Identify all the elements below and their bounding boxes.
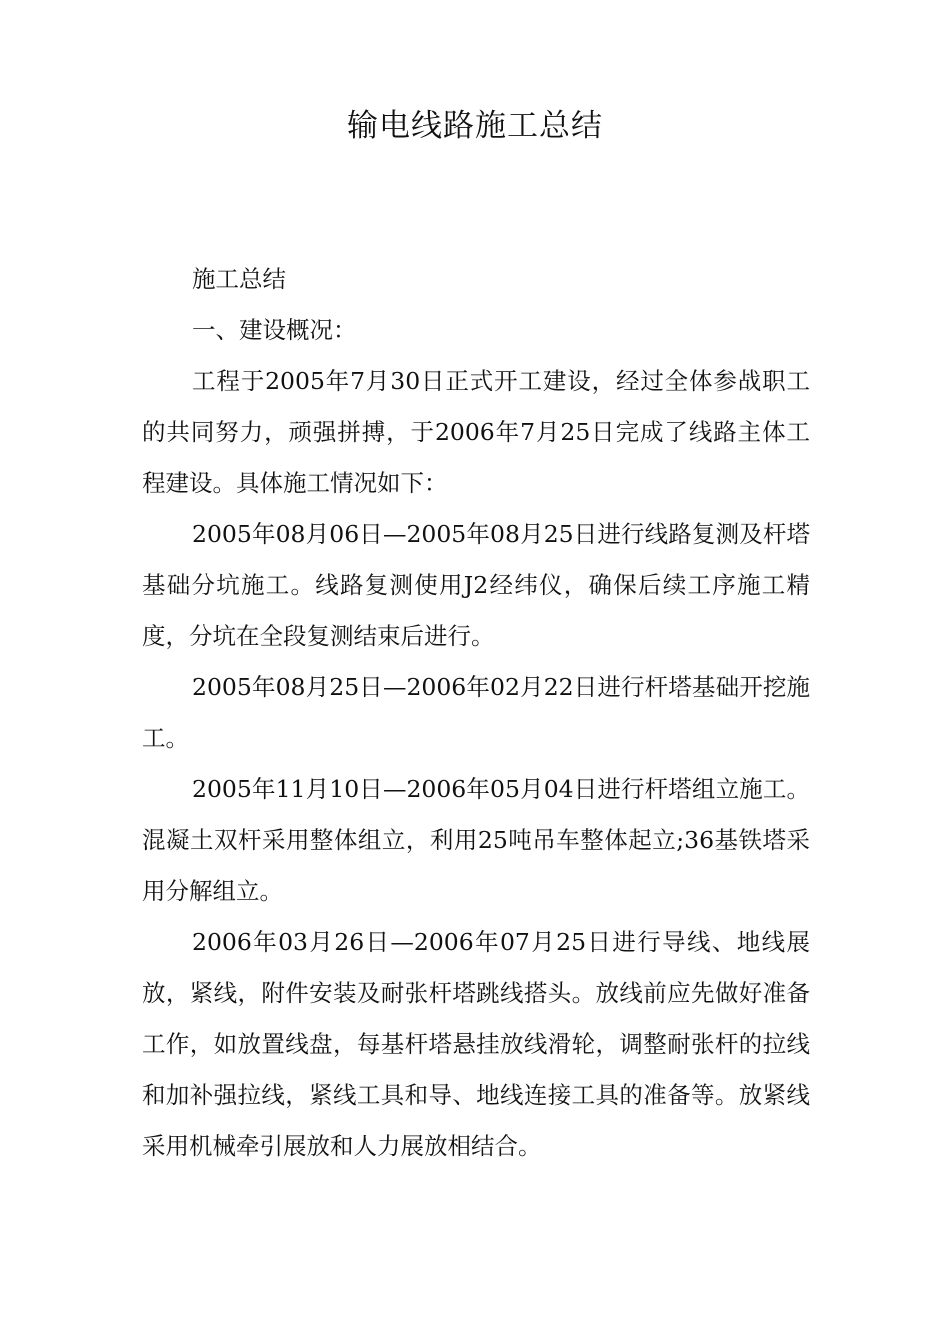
paragraph-survey: 2005年08月06日—2005年08月25日进行线路复测及杆塔基础分坑施工。线路复测使用J2经纬仪，确保后续工序施工精度，分坑在全段复测结束后进行。: [142, 520, 810, 650]
paragraph-stringing: 2006年03月26日—2006年07月25日进行导线、地线展放，紧线，附件安装及耐张杆塔跳线搭头。放线前应先做好准备工作，如放置线盘，每基杆塔悬挂放线滑轮，调整耐张杆的拉线和加补强拉线，紧线工具和导、地线连接工具的准备等。放紧线采用机械牵引展放和人力展放相结合。: [142, 928, 810, 1160]
paragraph-overview-heading: 一、建设概况：: [192, 316, 357, 344]
document-body: [142, 254, 810, 1172]
paragraph-section-heading: 施工总结: [192, 265, 286, 293]
paragraph-intro: 工程于2005年7月30日正式开工建设，经过全体参战职工的共同努力，顽强拼搏，于2006年7月25日完成了线路主体工程建设。具体施工情况如下：: [142, 367, 810, 497]
document-title: 输电线路施工总结: [347, 108, 603, 144]
paragraph-excavation: 2005年08月25日—2006年02月22日进行杆塔基础开挖施工。: [142, 673, 810, 752]
paragraph-tower-erection: 2005年11月10日—2006年05月04日进行杆塔组立施工。混凝土双杆采用整体组立，利用25吨吊车整体起立;36基铁塔采用分解组立。: [142, 775, 810, 905]
